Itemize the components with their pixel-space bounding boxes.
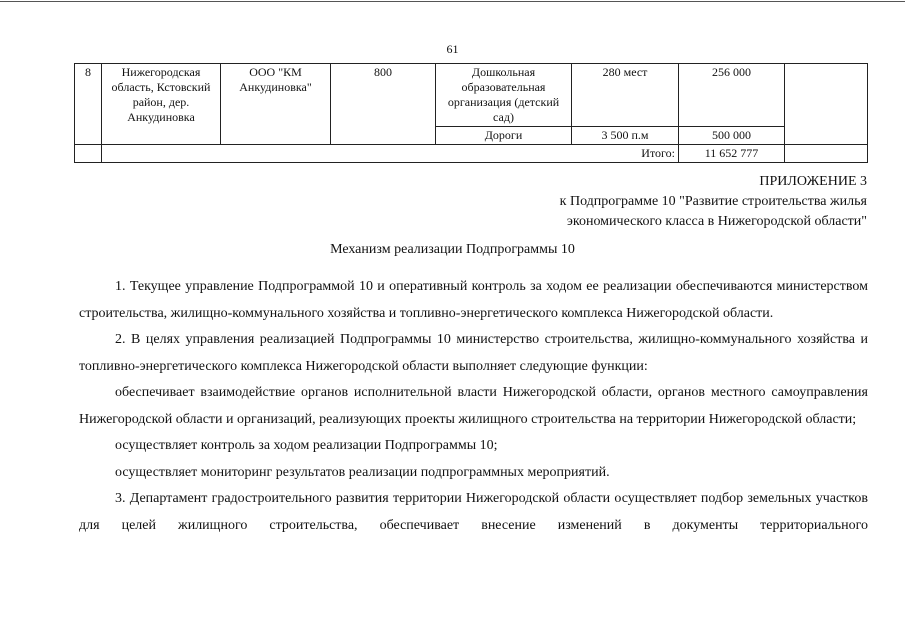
paragraph: обеспечивает взаимодействие органов исполнительной власти Нижегородской области, органов местного самоуправления Нижегородской области и организаций, реализующих проекты жилищного строительства на территории Нижегородской области; (79, 385, 868, 427)
body-text (79, 274, 868, 539)
object-cell: Дошкольная образовательная организация (детский сад) (436, 64, 572, 127)
capacity-cell: 280 мест (572, 64, 679, 127)
paragraph: осуществляет контроль за ходом реализации Подпрограммы 10; (115, 438, 498, 453)
row-number-cell: 8 (75, 64, 102, 145)
appendix-title: ПРИЛОЖЕНИЕ 3 (759, 174, 867, 189)
appendix-line: к Подпрограмме 10 "Развитие строительства жилья (559, 194, 867, 209)
paragraph: 3. Департамент градостроительного развития территории Нижегородской области осуществляет подбор земельных участков для целей жилищного строительства, обеспечивает внесение изменений в документы территориального (79, 491, 868, 533)
total-row (75, 145, 868, 163)
value-cell: 800 (331, 64, 436, 145)
section-heading: Механизм реализации Подпрограммы 10 (330, 242, 575, 257)
empty-cell (785, 64, 868, 145)
appendix-line: экономического класса в Нижегородской области" (566, 214, 867, 229)
object-cell: Дороги (436, 127, 572, 145)
page-number: 61 (446, 42, 459, 56)
total-label-cell: Итого: (102, 145, 679, 163)
amount-cell: 500 000 (679, 127, 785, 145)
amount-cell: 256 000 (679, 64, 785, 127)
company-cell: ООО "КМ Анкудиновка" (221, 64, 331, 145)
capacity-cell: 3 500 п.м (572, 127, 679, 145)
paragraph: 2. В целях управления реализацией Подпрограммы 10 министерство строительства, жилищно-коммунального хозяйства и топливно-энергетического комплекса Нижегородской области выполняет следующие функции: (79, 332, 868, 374)
table-row (75, 64, 868, 127)
top-border-line (0, 1, 905, 2)
empty-cell (785, 145, 868, 163)
location-cell: Нижегородская область, Кстовский район, дер. Анкудиновка (102, 64, 221, 145)
paragraph: осуществляет мониторинг результатов реализации подпрограммных мероприятий. (115, 464, 610, 480)
total-value-cell: 11 652 777 (679, 145, 785, 163)
empty-cell (75, 145, 102, 163)
data-table (74, 63, 868, 163)
appendix-header (560, 172, 867, 232)
paragraph: 1. Текущее управление Подпрограммой 10 и оперативный контроль за ходом ее реализации обеспечиваются министерством строительства, жилищно-коммунального хозяйства и топливно-энергетического комплекса Нижегородской области. (79, 279, 868, 321)
